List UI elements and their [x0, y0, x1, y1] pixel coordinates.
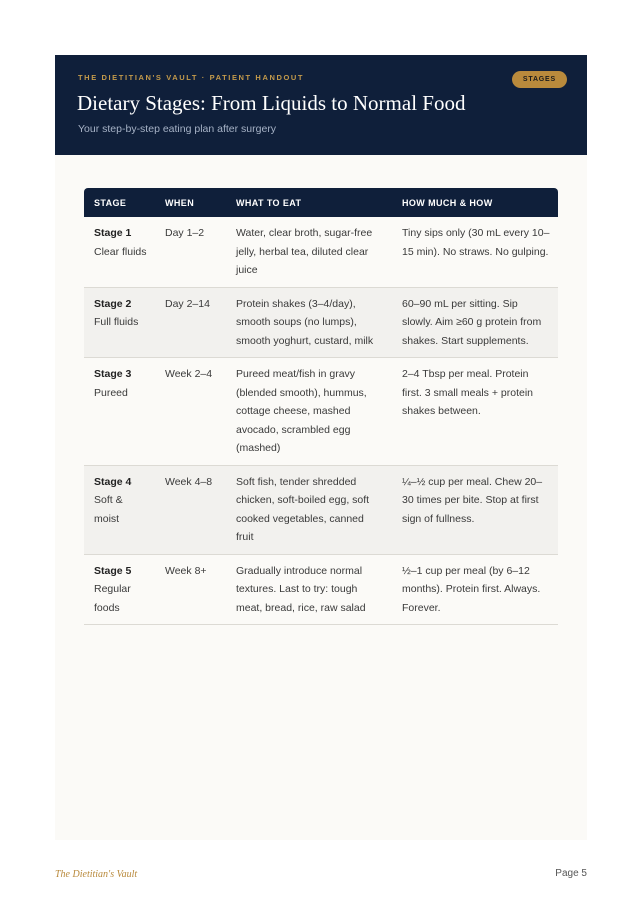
- when-cell: Day 2–14: [165, 297, 210, 310]
- stages-table: [84, 188, 558, 625]
- stages-badge: STAGES: [512, 71, 567, 88]
- how-cell: Tiny sips only (30 mL every 10–15 min). No straws. No gulping.: [402, 227, 550, 258]
- page-subtitle: Your step-by-step eating plan after surgery: [78, 123, 277, 135]
- table-header-row: [84, 188, 558, 217]
- column-header-when: WHEN: [165, 197, 195, 208]
- column-header-what-to-eat: WHAT TO EAT: [236, 197, 302, 208]
- table-row: [84, 466, 558, 555]
- page-title: Dietary Stages: From Liquids to Normal Food: [77, 91, 466, 115]
- what-cell: Protein shakes (3–4/day), smooth soups (no lumps), smooth yoghurt, custard, milk: [236, 297, 374, 347]
- table-row: [84, 288, 558, 359]
- what-cell: Pureed meat/fish in gravy (blended smooth), hummus, cottage cheese, mashed avocado, scrambled egg (mashed): [236, 368, 367, 454]
- header-banner: [55, 55, 587, 155]
- stage-cell: [84, 295, 155, 351]
- stage-name: Clear fluids: [94, 245, 147, 258]
- header-kicker: THE DIETITIAN'S VAULT · PATIENT HANDOUT: [78, 73, 305, 82]
- handout-page: [55, 55, 587, 840]
- table-row: [84, 555, 558, 626]
- stage-cell: [84, 224, 155, 280]
- what-cell: Soft fish, tender shredded chicken, soft-boiled egg, soft cooked vegetables, canned fruit: [236, 475, 370, 543]
- stage-number: Stage 5: [94, 564, 132, 577]
- when-cell: Week 2–4: [165, 368, 213, 380]
- stage-number: Stage 1: [94, 227, 132, 239]
- what-cell: Water, clear broth, sugar-free jelly, herbal tea, diluted clear juice: [236, 227, 373, 276]
- stage-name: Pureed: [94, 386, 128, 399]
- column-header-stage: STAGE: [94, 197, 127, 208]
- column-header-how-much: HOW MUCH & HOW: [402, 197, 493, 208]
- stage-cell: [84, 473, 155, 547]
- stage-cell: [84, 365, 155, 458]
- how-cell: ½–1 cup per meal (by 6–12 months). Protein first. Always. Forever.: [402, 564, 541, 614]
- stage-name: Full fluids: [94, 316, 139, 328]
- how-cell: ¼–½ cup per meal. Chew 20–30 times per bite. Stop at first sign of fullness.: [402, 475, 543, 525]
- how-cell: 2–4 Tbsp per meal. Protein first. 3 small meals + protein shakes between.: [402, 368, 534, 417]
- when-cell: Day 1–2: [165, 227, 205, 239]
- stage-number: Stage 4: [94, 475, 132, 488]
- what-cell: Gradually introduce normal textures. Last to try: tough meat, bread, rice, raw salad: [236, 564, 366, 614]
- stage-name: Soft & moist: [94, 494, 123, 525]
- stage-cell: [84, 562, 155, 618]
- when-cell: Week 8+: [165, 564, 207, 577]
- stage-number: Stage 3: [94, 368, 132, 380]
- how-cell: 60–90 mL per sitting. Sip slowly. Aim ≥60 g protein from shakes. Start supplements.: [402, 297, 542, 347]
- page-number: Page 5: [555, 868, 587, 879]
- stage-number: Stage 2: [94, 297, 132, 310]
- table-row: [84, 217, 558, 288]
- when-cell: Week 4–8: [165, 475, 213, 488]
- table-row: [84, 358, 558, 466]
- footer-brand: The Dietitian's Vault: [55, 869, 138, 880]
- stage-name: Regular foods: [94, 583, 131, 614]
